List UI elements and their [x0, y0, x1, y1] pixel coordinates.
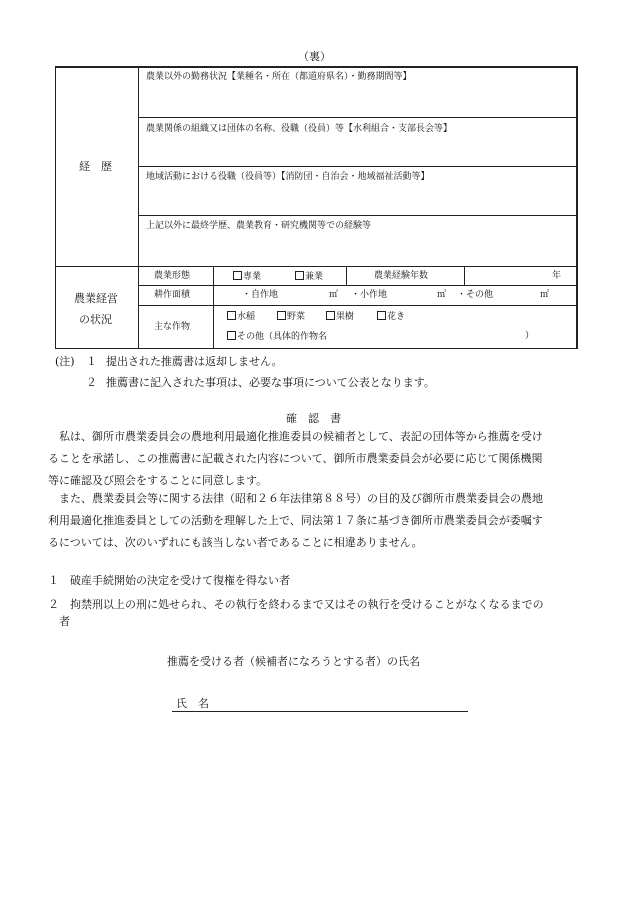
crop-other[interactable]: その他（具体的作物名 [227, 331, 327, 343]
career-row-organization: 農業関係の組織又は団体の名称、役職（役員）等【水利組合・支部長会等】 [146, 124, 453, 134]
back-label: （裏） [298, 50, 331, 63]
checkbox-icon [227, 311, 236, 320]
checkbox-icon [295, 271, 304, 280]
confirm-paragraph-2: また、農業委員会等に関する法律（昭和２６年法律第８８号）の目的及び御所市農業委員会の農地 利用最適化推進委員としての活動を理解した上で、同法第１７条に基づき御所市農業委員会が委嘱す るについては、次のいずれにも該当しない者であることに相違ありません。 [48, 492, 543, 549]
farm-area-other: ・その他 [457, 290, 494, 300]
farm-form-label: 農業形態 [154, 271, 191, 281]
farm-area-unit-other: ㎡ [540, 290, 550, 300]
farm-area-unit-self: ㎡ [329, 290, 339, 300]
farm-area-label: 耕作面積 [154, 290, 191, 300]
note-1-number: １ [86, 355, 97, 368]
checkbox-icon [233, 271, 242, 280]
confirm-title: 確 認 書 [286, 412, 341, 425]
farm-area-self: ・自作地 [242, 290, 279, 300]
crop-rice[interactable]: 水稲 [227, 311, 255, 323]
name-signature-line[interactable] [172, 711, 468, 712]
farm-form-fulltime[interactable]: 専業 [233, 271, 261, 283]
farm-heading-line2: の状況 [79, 313, 112, 326]
note-1-text: 提出された推薦書は返却しません。 [106, 355, 283, 368]
farm-heading-line1: 農業経営 [74, 292, 118, 305]
farm-form-parttime[interactable]: 兼業 [295, 271, 323, 283]
career-heading: 経 歴 [79, 160, 112, 173]
name-label: 氏 名 [176, 697, 209, 710]
crop-other-close: ） [525, 331, 535, 341]
checkbox-icon [377, 311, 386, 320]
condition-item-2-line2: 者 [48, 615, 70, 628]
farm-experience-unit: 年 [552, 271, 562, 281]
note-2-number: ２ [86, 376, 97, 389]
farm-area-tenant: ・小作地 [351, 290, 388, 300]
career-row-education: 上記以外に最終学歴、農業教育・研究機関等での経験等 [146, 221, 372, 231]
farm-crops-label: 主な作物 [154, 322, 191, 332]
career-row-community: 地域活動における役職（役員等）【消防団・自治会・地域福祉活動等】 [146, 172, 430, 182]
crop-fruit[interactable]: 果樹 [326, 311, 354, 323]
farm-area-unit-tenant: ㎡ [437, 290, 447, 300]
notes-prefix: (注) [55, 355, 75, 368]
condition-item-2-line1: ２ 拘禁刑以上の刑に処せられ、その執行を終わるまで又はその執行を受けることがなくなるまでの [48, 598, 544, 611]
farm-experience-label: 農業経験年数 [374, 271, 429, 281]
recipient-label: 推薦を受ける者（候補者になろうとする者）の氏名 [167, 655, 420, 668]
checkbox-icon [326, 311, 335, 320]
note-2-text: 推薦書に記入された事項は、必要な事項について公表となります。 [106, 376, 435, 389]
career-row-work: 農業以外の勤務状況【業種名・所在（都道府県名）・勤務期間等】 [146, 72, 412, 82]
condition-item-1: １ 破産手続開始の決定を受けて復権を得ない者 [48, 574, 290, 587]
confirm-paragraph-1: 私は、御所市農業委員会の農地利用最適化推進委員の候補者として、表記の団体等から推薦を受け ることを承諾し、この推薦書に記載された内容について、御所市農業委員会が必要に応じて関係機関 等に確認及び照会をすることに同意します。 [48, 430, 543, 487]
crop-vegetables[interactable]: 野菜 [277, 311, 305, 323]
checkbox-icon [277, 311, 286, 320]
crop-flowers[interactable]: 花き [377, 311, 405, 323]
checkbox-icon [227, 331, 236, 340]
